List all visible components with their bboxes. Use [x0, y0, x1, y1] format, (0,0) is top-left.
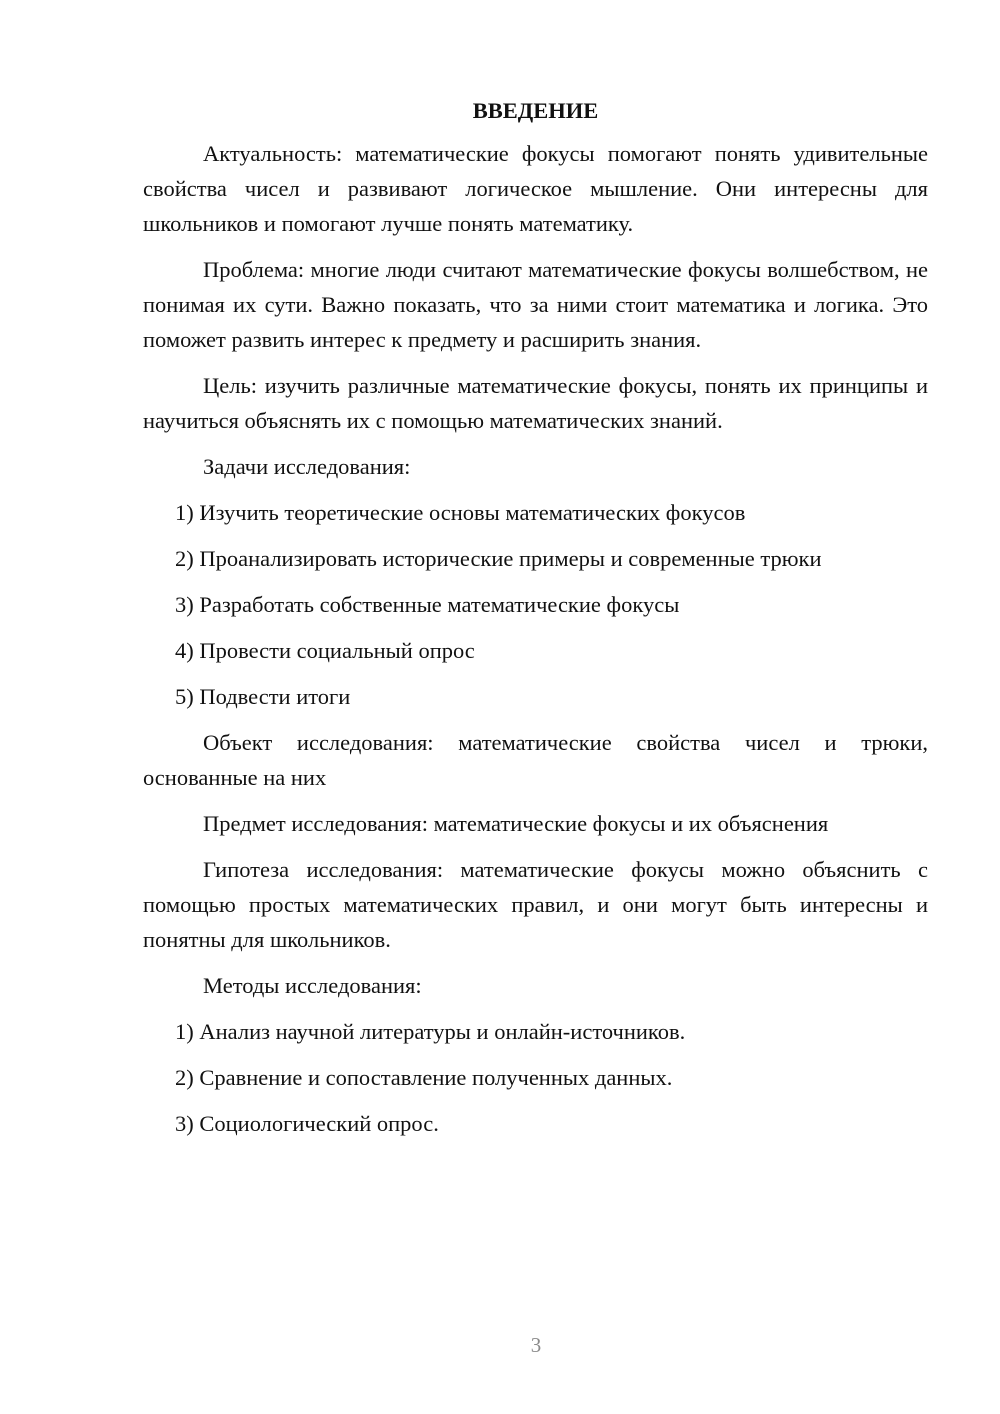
problem-paragraph: Проблема: многие люди считают математические фокусы волшебством, не понимая их сути. Важно показать, что за ними стоит математика и логика. Это поможет развить интерес к предмету и расширить знания. — [143, 257, 928, 352]
task-item: 1) Изучить теоретические основы математических фокусов — [175, 500, 746, 525]
goal-paragraph: Цель: изучить различные математические фокусы, понять их принципы и научиться объяснять их с помощью математических знаний. — [143, 373, 928, 433]
task-item: 2) Проанализировать исторические примеры и современные трюки — [175, 546, 822, 571]
methods-title: Методы исследования: — [203, 973, 422, 998]
method-item: 2) Сравнение и сопоставление полученных данных. — [175, 1065, 673, 1090]
page-content — [143, 96, 928, 1152]
relevance-paragraph: Актуальность: математические фокусы помогают понять удивительные свойства чисел и развивают логическое мышление. Они интересны для школьников и помогают лучше понять математику. — [143, 141, 928, 236]
method-item: 1) Анализ научной литературы и онлайн-источников. — [175, 1019, 686, 1044]
section-heading: ВВЕДЕНИЕ — [472, 98, 599, 123]
subject-paragraph: Предмет исследования: математические фокусы и их объяснения — [203, 811, 829, 836]
method-item: 3) Социологический опрос. — [175, 1111, 439, 1136]
task-item: 4) Провести социальный опрос — [175, 638, 475, 663]
task-item: 5) Подвести итоги — [175, 684, 351, 709]
page-number: 3 — [530, 1333, 542, 1357]
object-paragraph: Объект исследования: математические свойства чисел и трюки, основанные на них — [143, 730, 928, 790]
task-item: 3) Разработать собственные математические фокусы — [175, 592, 680, 617]
tasks-title: Задачи исследования: — [203, 454, 411, 479]
hypothesis-paragraph: Гипотеза исследования: математические фокусы можно объяснить с помощью простых математических правил, и они могут быть интересны и понятны для школьников. — [143, 857, 928, 952]
